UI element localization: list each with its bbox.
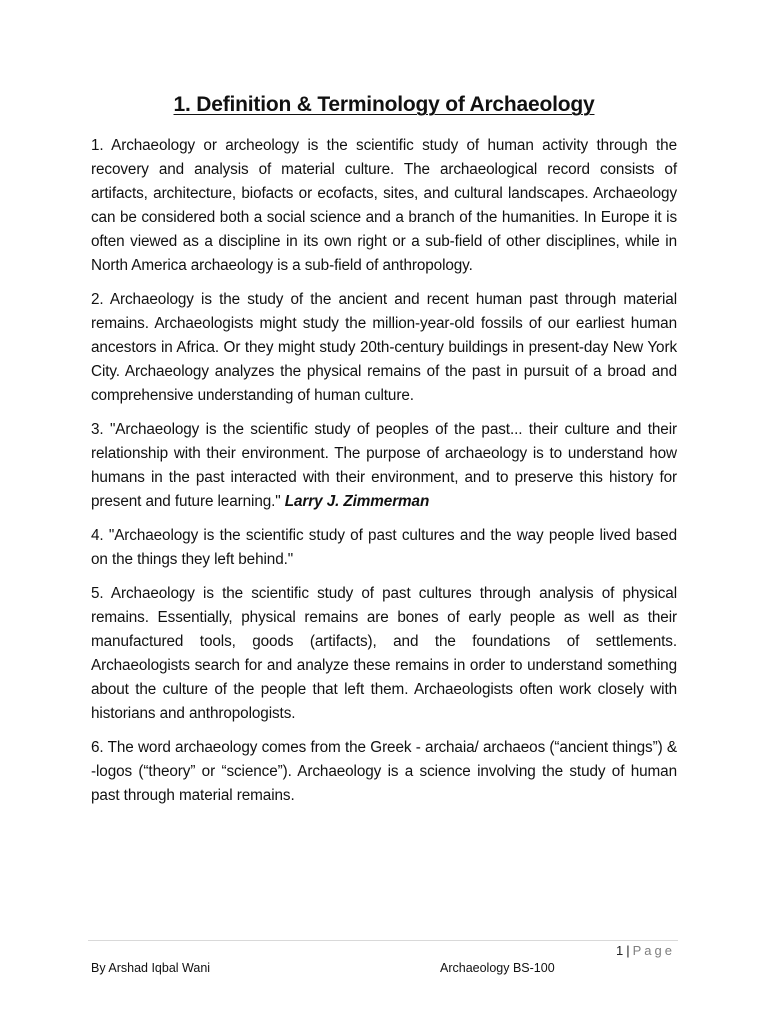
quote-author: Larry J. Zimmerman bbox=[284, 493, 430, 510]
page-title: 1. Definition & Terminology of Archaeology bbox=[173, 93, 595, 116]
paragraph-text: 2. Archaeology is the study of the ancient and recent human past through material remains. Archaeologists might study the million-year-old fossils of our earliest human ancestors in Africa. Or they might study 20th-century buildings in present-day New York City. Archaeology analyzes the physical remains of the past in pursuit of a broad and comprehensive understanding of human culture. bbox=[91, 291, 677, 404]
paragraph-text: 6. The word archaeology comes from the Greek - archaia/ archaeos (“ancient things”) & -logos (“theory” or “science”). Archaeology is a science involving the study of human past through material remains. bbox=[91, 739, 677, 804]
paragraph-text: 4. "Archaeology is the scientific study of past cultures and the way people lived based on the things they left behind." bbox=[91, 527, 677, 568]
page-word: Page bbox=[632, 943, 675, 958]
paragraph-5 bbox=[91, 582, 677, 726]
page-number-label bbox=[616, 943, 675, 958]
paragraph-text: 3. "Archaeology is the scientific study of peoples of the past... their culture and their relationship with their environment. The purpose of archaeology is to understand how humans in the past interacted with their environment, and to preserve this history for present and future learning." bbox=[91, 421, 677, 510]
footer-author: By Arshad Iqbal Wani bbox=[91, 961, 211, 975]
paragraph-4 bbox=[91, 524, 677, 572]
paragraph-text: 1. Archaeology or archeology is the scientific study of human activity through the recovery and analysis of material culture. The archaeological record consists of artifacts, architecture, biofacts or ecofacts, sites, and cultural landscapes. Archaeology can be considered both a social science and a branch of the humanities. In Europe it is often viewed as a discipline in its own right or a sub-field of other disciplines, while in North America archaeology is a sub-field of anthropology. bbox=[91, 137, 677, 274]
paragraph-text: 5. Archaeology is the scientific study of past cultures through analysis of physical remains. Essentially, physical remains are bones of early people as well as their manufactured tools, goods (artifacts), and the foundations of settlements. Archaeologists search for and analyze these remains in order to understand something about the culture of the people that left them. Archaeologists often work closely with historians and anthropologists. bbox=[91, 585, 677, 722]
paragraph-3 bbox=[91, 418, 677, 514]
document-body bbox=[91, 134, 677, 818]
page-number: 1 bbox=[616, 943, 624, 958]
paragraph-1 bbox=[91, 134, 677, 278]
paragraph-2 bbox=[91, 288, 677, 408]
paragraph-6 bbox=[91, 736, 677, 808]
footer-course: Archaeology BS-100 bbox=[440, 961, 555, 975]
page-separator: | bbox=[626, 943, 630, 958]
footer-divider bbox=[88, 940, 678, 941]
